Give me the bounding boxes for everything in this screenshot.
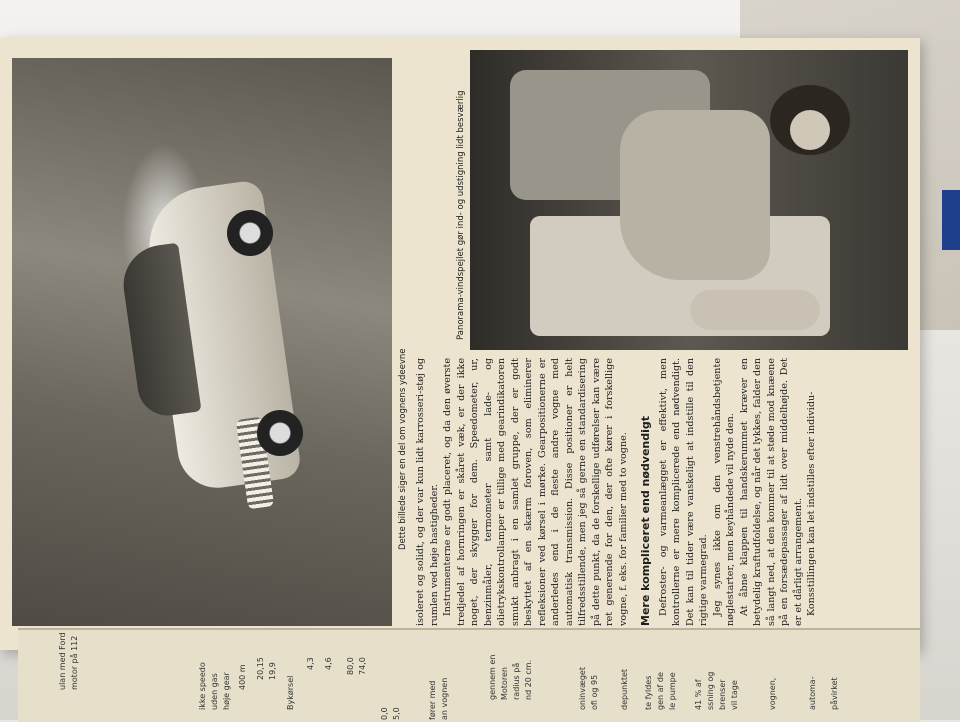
fragment: 41 % af [694,679,703,710]
fragment: påvirket [830,677,839,710]
fragment: radius på [512,662,521,700]
fragment: vognen, [768,677,777,710]
blue-object [942,190,960,250]
fragment: 80,0 [346,657,355,675]
fragment: uden gas [210,673,219,710]
car-front-wheel [257,410,303,456]
fragment: ofi og 95 [590,674,599,710]
fragment: an vognen [440,677,449,720]
fragment: høje gear [222,672,231,710]
fragment: 74,0 [358,657,367,675]
woman-coat [620,110,770,280]
fragment: 4,3 [306,657,315,670]
fragment: 5,0 [392,707,401,720]
magazine-page [0,38,920,650]
article-heading: Mere kompliceret end nødvendigt [639,415,652,626]
fragment: automa- [808,676,817,710]
car-photo-caption: Dette billede siger en del om vognens ydeevne [398,348,408,550]
car-photo [12,58,392,626]
facing-page [18,628,920,722]
article-paragraph: isoleret og solidt, og der var kun lidt karrosseri-støj og rumlen ved høje hastigheder. [415,358,440,626]
article-paragraph: Konsstillingen kan let indstilles efter individu- [806,391,817,616]
fragment: ssning og [706,671,715,710]
fragment: brenser [718,679,727,710]
interior-photo-caption: Panorama-vindspejlet gør ind- og udstigning lidt besværlig [456,90,466,340]
fragment: 20,15 [256,657,265,680]
article-paragraph: Instrumenterne er godt placeret, og da den øverste tredjedel af hornringen er skåret væk, er der ikke noget, der skygger for dem. Speedometer, ur, benzinmåler, termometer samt lade- og olietrykskontrollamper er tillige med gearindikatoren smukt anbragt i en samlet gruppe, der er godt beskyttet af en skærm foroven, som eliminerer refleksioner ved kørsel i mørke. Gearpositionerne er anderledes end i de fleste andre vogne med automatisk transmission. Disse positioner er helt tilfredsstillende, men jeg så gerne en standardisering på dette punkt, da de forskellige udførelser kan være ret generende for den, der ofte kører i forskellige vogne, f. eks. for familier med to vogne. [442,358,629,626]
fragment: nd 20 cm. [524,659,533,700]
woman-legs [690,290,820,330]
car-rear-wheel [227,210,273,256]
fragment: ikke speedo [198,662,207,710]
fragment: 0,0 [380,707,389,720]
woman-face [790,110,830,150]
fragment: gennem en [488,654,497,700]
article-paragraph: Jeg synes ikke om den venstrehåndsbetjente nøglestarter, men keyhåndede vil nyde den. [711,358,736,626]
fragment: vil tage [730,680,739,710]
fragment: oninvæget [578,667,587,710]
article-paragraph: At åbne klappen til handskerummet kræver en betydelig kraftudfoldelse, og når det lykkes, falder den så langt ned, at den kommer til at støde mod knæene på en forsædepassager af lidt over middelhøjde. Det er et dårligt arrangement. [738,358,804,626]
fragment: le pumpe [668,672,677,710]
interior-photo [470,50,908,350]
fragment: depunktet [620,668,629,710]
fragment: te fyldes [644,675,653,710]
fragment: 4,6 [324,657,333,670]
fragment: Motoren [500,667,509,700]
fragment: fører med [428,680,437,720]
article-paragraph: Defroster- og varmeanlægget er effektivt, men kontrollerne er mere komplicerede end nødvendigt. Det kan til tider være vanskeligt at indstille til den rigtige varmegrad. [657,358,709,626]
fragment: Bykørsel [286,675,295,710]
fragment: gen af de [656,672,665,710]
fragment: 19,9 [268,662,277,680]
article-column [414,358,914,626]
fragment: motor på 112 [70,635,79,690]
rotated-page-content [0,38,920,650]
fragment: ulan med Ford [58,632,67,690]
fragment: 400 m [238,664,247,690]
